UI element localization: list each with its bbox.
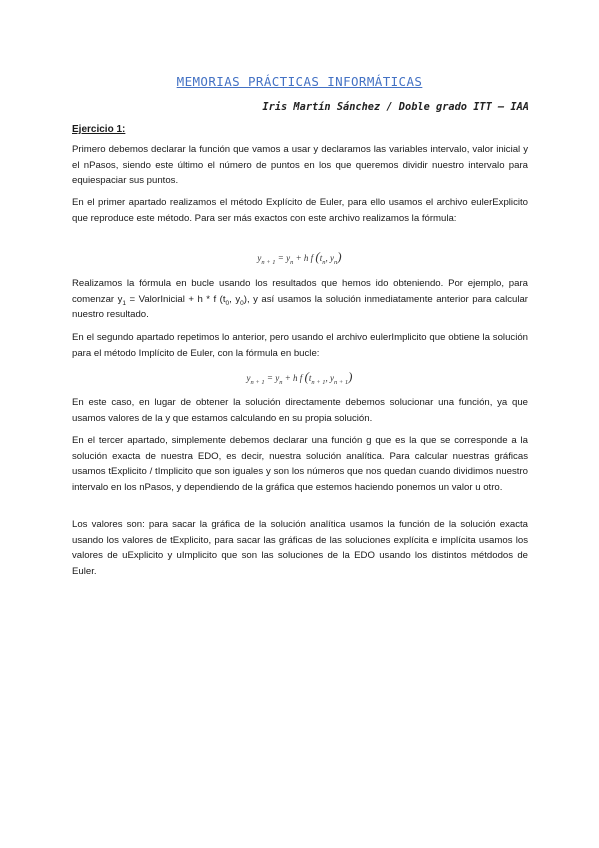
document-title: MEMORIAS PRÁCTICAS INFORMÁTICAS bbox=[176, 74, 423, 89]
author-line: Iris Martín Sánchez / Doble grado ITT – IAA bbox=[262, 101, 529, 113]
paragraph-values: Los valores son: para sacar la gráfica de la solución analítica usamos la función de la solución exacta usando los valores de tExplicito, para sacar las gráficas de las soluciones explícita e implícita usamos los valores de uExplicito y uImplicito que son las soluciones de la EDO usando los distintos métdodos de Euler. bbox=[72, 519, 528, 577]
formula-explicit-euler: $y_{n + 1} = y_n + h$ f ($t_n$, $y_n$) bbox=[257, 249, 342, 266]
paragraph-explicit-method: En el primer apartado realizamos el método Explícito de Euler, para ello usamos el archivo eulerExplicito que reproduce este método. Para ser más exactos con este archivo realizamos la fórmula: bbox=[72, 197, 528, 224]
formula-implicit-euler: $y_{n + 1} = y_n + h$ f ($t_{n + 1}$, $y_{n + 1}$) bbox=[246, 369, 353, 386]
paragraph-intro: Primero debemos declarar la función que vamos a usar y declaramos las variables intervalo, valor inicial y el nPasos, siendo este último el número de puntos en los que queremos dividir nuestro intervalo para equiespaciar sus puntos. bbox=[72, 144, 528, 187]
paragraph-implicit-method: En el segundo apartado repetimos lo anterior, pero usando el archivo eulerImplicito que obtiene la solución para el método Implícito de Euler, con la fórmula en bucle: bbox=[72, 332, 528, 359]
paragraph-implicit-note: En este caso, en lugar de obtener la solución directamente debemos solucionar una función, ya que usamos valores de la y que estamos calculando en su propia solución. bbox=[72, 397, 528, 424]
section-heading: Ejercicio 1: bbox=[72, 124, 126, 135]
paragraph-third-section: En el tercer apartado, simplemente debemos declarar una función g que es la que se corresponde a la solución exacta de nuestra EDO, es decir, nuestra solución analítica. Para calcular nuestras gráficas usamos tExplicito / tImplicito que son iguales y son los números que nos quedan cuando dividimos nuestro intervalo en los nPasos, y dependiendo de la gráfica que estemos haciendo ponemos un valor u otro. bbox=[72, 435, 528, 493]
paragraph-loop-example: Realizamos la fórmula en bucle usando los resultados que hemos ido obteniendo. Por ejemplo, para comenzar $y_1$ = ValorInicial + h * f ($t_0$, $y_0$), y así usamos la solución inmediatamente anterior para calcular nuestro resultado. bbox=[72, 278, 528, 321]
